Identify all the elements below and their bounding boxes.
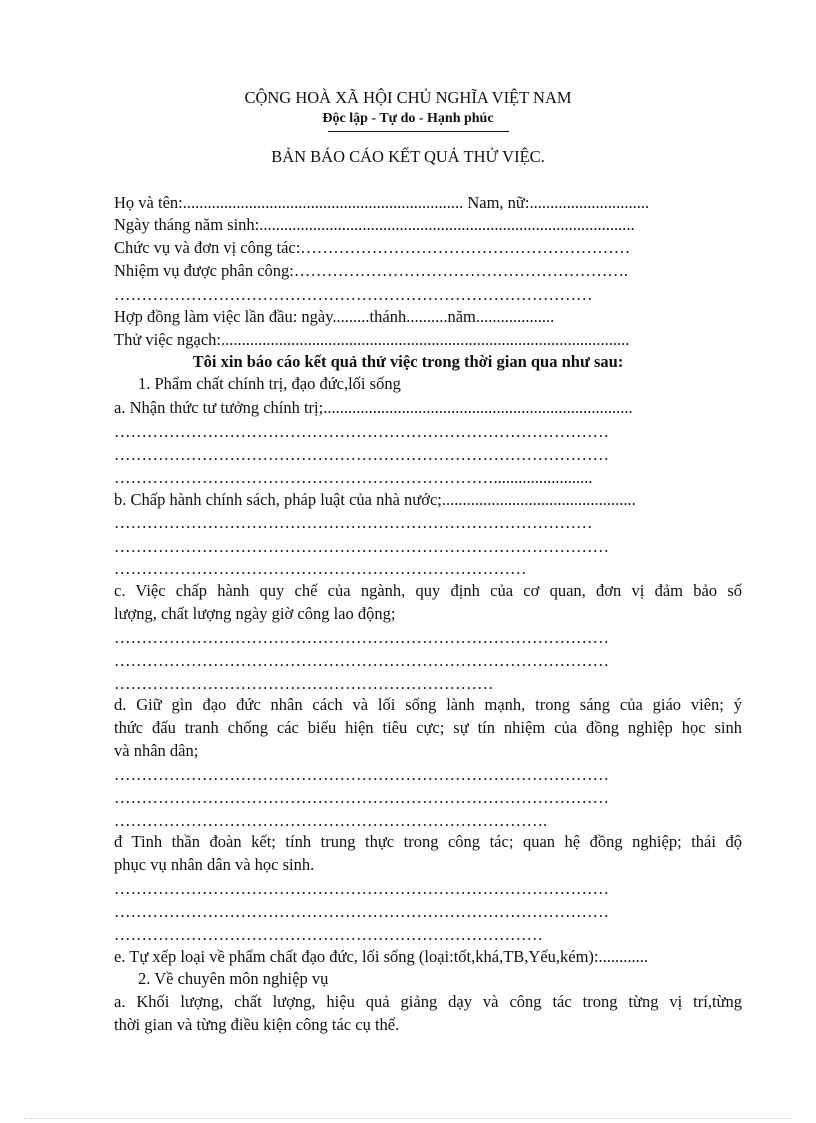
field-duty: Nhiệm vụ được phân công:…………………………………………………….: [114, 261, 629, 280]
section2-heading: 2. Về chuyên môn nghiệp vụ: [138, 969, 329, 988]
item-a-label: a. Nhận thức tư tưởng chính trị;...........................................................................: [114, 398, 633, 417]
blank-line: ……………………………………………………………………: [114, 925, 543, 944]
item-c-line2: lượng, chất lượng ngày giờ công lao động;: [114, 604, 396, 623]
blank-line: …………………………………………………………………: [114, 559, 527, 578]
motto-underline: [328, 131, 509, 132]
blank-line: ………………………………………………………………………………: [114, 765, 609, 784]
document-title: BẢN BÁO CÁO KẾT QUẢ THỬ VIỆC.: [271, 147, 545, 166]
item-d-line2: thức đấu tranh chống các biểu hiện tiêu cực; sự tín nhiệm của đồng nghiệp học sinh: [114, 718, 742, 737]
blank-line: ………………………………………………………………………………: [114, 537, 609, 556]
blank-line: ………………………………………………………………………………: [114, 651, 609, 670]
section1-heading: 1. Phẩm chất chính trị, đạo đức,lối sống: [138, 374, 401, 393]
field-dob: Ngày tháng năm sinh:...........................................................................................: [114, 215, 635, 234]
field-probation: Thử việc ngạch:...................................................................................................: [114, 330, 630, 349]
nation-header: CỘNG HOÀ XÃ HỘI CHỦ NGHĨA VIỆT NAM: [244, 88, 572, 107]
blank-line: ………………………………………………………………………………: [114, 879, 609, 898]
item-e-label: e. Tự xếp loại về phẩm chất đạo đức, lối sống (loại:tốt,khá,TB,Yếu,kém):............: [114, 947, 649, 966]
blank-line: ………………………………………………………………………………: [114, 902, 609, 921]
blank-line: ………………………………………………………………………………: [114, 422, 609, 441]
blank-line: ……………………………………………………………………………: [114, 513, 593, 532]
item-c-line1: c. Việc chấp hành quy chế của ngành, quy định của cơ quan, đơn vị đảm bảo số: [114, 581, 742, 600]
blank-line: ……………………………………………………………........................: [114, 468, 593, 487]
section2-a-line2: thời gian và từng điều kiện công tác cụ thể.: [114, 1015, 400, 1034]
motto: Độc lập - Tự do - Hạnh phúc: [322, 111, 494, 126]
page-bottom-divider: [24, 1118, 792, 1119]
field-duty-cont: ……………………………………………………………………………: [114, 285, 593, 304]
blank-line: ……………………………………………………………: [114, 674, 494, 693]
item-d-line3: và nhân dân;: [114, 741, 199, 760]
blank-line: ………………………………………………………………………………: [114, 628, 609, 647]
section2-a-line1: a. Khối lượng, chất lượng, hiệu quả giảng dạy và công tác trong từng vị trí,từng: [114, 992, 742, 1011]
item-dd-line1: đ Tinh thần đoàn kết; tính trung thực trong công tác; quan hệ đồng nghiệp; thái độ: [114, 832, 742, 851]
blank-line: ………………………………………………………………………………: [114, 788, 609, 807]
item-d-line1: d. Giữ gìn đạo đức nhân cách và lối sống lành mạnh, trong sáng của giáo viên; ý: [114, 695, 742, 714]
item-b-label: b. Chấp hành chính sách, pháp luật của nhà nước;...............................................: [114, 490, 636, 509]
intro-statement: Tôi xin báo cáo kết quả thử việc trong thời gian qua như sau:: [192, 352, 624, 371]
field-position: Chức vụ và đơn vị công tác:……………………………………………………: [114, 238, 631, 257]
field-name: Họ và tên:.................................................................... Nam, nữ:.............................: [114, 193, 650, 212]
blank-line: …………………………………………………………………….: [114, 811, 548, 830]
field-contract: Hợp đồng làm việc lần đầu: ngày.........thánh..........năm...................: [114, 307, 555, 326]
item-dd-line2: phục vụ nhân dân và học sinh.: [114, 855, 315, 874]
blank-line: ………………………………………………………………………………: [114, 445, 609, 464]
